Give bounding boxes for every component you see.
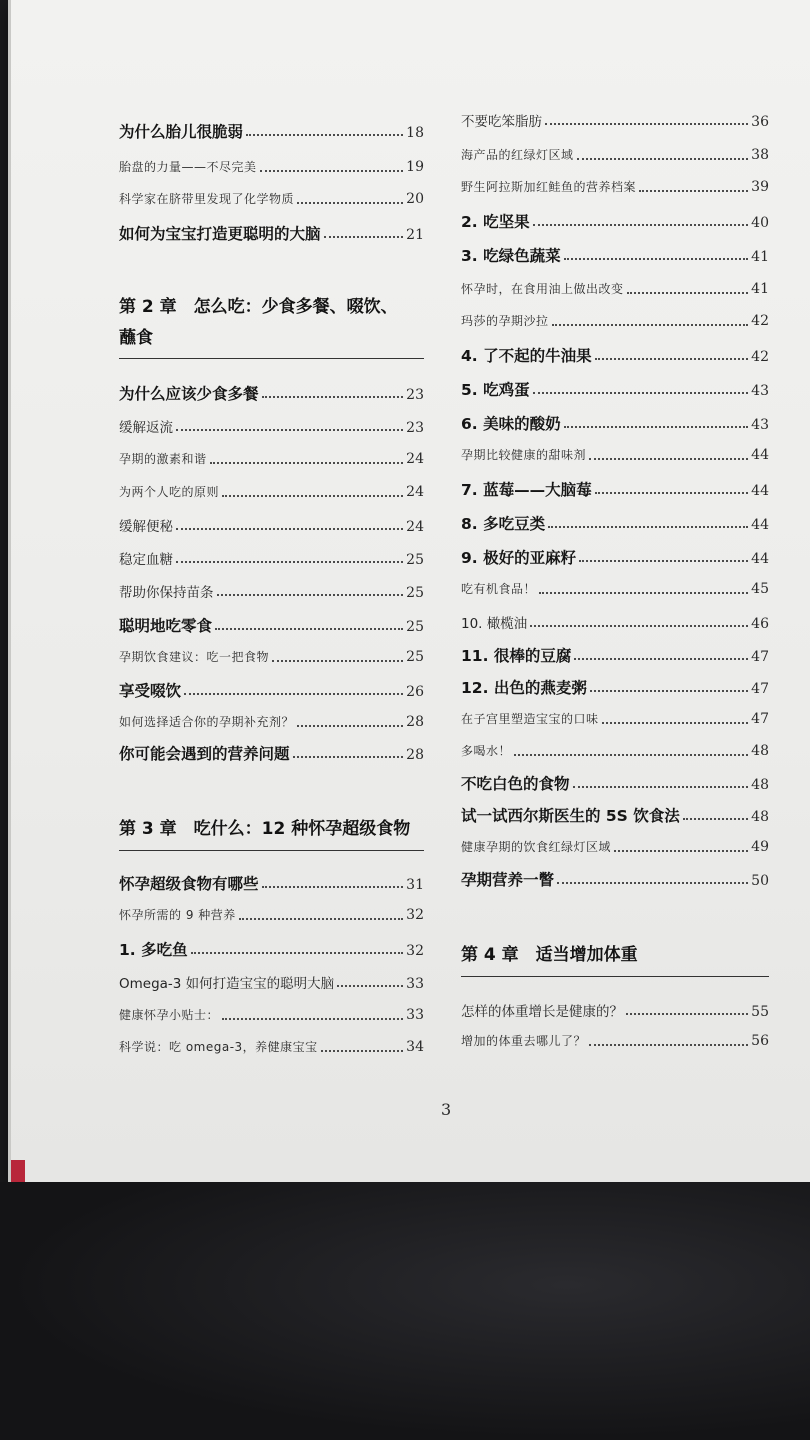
- chapter-rule: [461, 976, 769, 977]
- entry-page: 28: [406, 747, 424, 763]
- entry-page: 55: [751, 1004, 769, 1020]
- dot-leader: [573, 786, 749, 788]
- dot-leader: [530, 625, 748, 627]
- entry-title: 玛莎的孕期沙拉: [461, 314, 549, 328]
- entry-page: 43: [751, 383, 769, 399]
- toc-entry[interactable]: [119, 515, 424, 535]
- toc-entry[interactable]: [461, 644, 769, 666]
- dot-leader: [297, 202, 403, 204]
- entry-title: 孕期饮食建议：吃一把食物: [119, 650, 270, 664]
- toc-entry[interactable]: [461, 710, 769, 727]
- entry-page: 23: [406, 387, 424, 403]
- toc-entry[interactable]: [119, 416, 424, 436]
- chapter-rule: [119, 358, 424, 359]
- entry-title: 孕期的激素和谐: [119, 452, 207, 466]
- page-number: 3: [441, 1100, 452, 1119]
- dot-leader: [324, 236, 404, 238]
- dot-leader: [548, 526, 748, 528]
- entry-title: 怀孕超级食物有哪些: [119, 875, 259, 893]
- entry-title: 为什么应该少食多餐: [119, 385, 259, 403]
- chapter-4-heading[interactable]: [461, 940, 769, 971]
- entry-page: 32: [406, 943, 424, 959]
- dot-leader: [272, 660, 403, 662]
- entry-title: 孕期比较健康的甜味剂: [461, 448, 587, 462]
- dot-leader: [246, 134, 403, 136]
- entry-title: 缓解便秘: [119, 519, 173, 535]
- dot-leader: [260, 170, 404, 172]
- entry-page: 24: [406, 519, 424, 535]
- entry-page: 39: [751, 179, 769, 195]
- entry-title: 为什么胎儿很脆弱: [119, 123, 244, 141]
- toc-entry[interactable]: [461, 344, 769, 366]
- entry-title: 野生阿拉斯加红鲑鱼的营养档案: [461, 180, 637, 194]
- entry-title: 不要吃笨脂肪: [461, 114, 542, 130]
- entry-page: 21: [406, 227, 424, 243]
- toc-entry[interactable]: [119, 483, 424, 500]
- entry-title: 1. 多吃鱼: [119, 941, 188, 959]
- entry-page: 47: [751, 681, 769, 697]
- chapter-4-title: 第 4 章 适当增加体重: [461, 945, 638, 965]
- toc-entry[interactable]: [119, 382, 424, 404]
- entry-page: 50: [751, 873, 769, 889]
- dot-leader: [602, 722, 749, 724]
- entry-page: 47: [751, 711, 769, 727]
- entry-title: 如何为宝宝打造更聪明的大脑: [119, 225, 321, 243]
- entry-title: 吃有机食品！: [461, 582, 537, 596]
- entry-page: 25: [406, 585, 424, 601]
- entry-page: 31: [406, 877, 424, 893]
- entry-title: 2. 吃坚果: [461, 213, 530, 231]
- dot-leader: [539, 592, 748, 594]
- toc-entry[interactable]: [119, 190, 424, 207]
- entry-title: 为两个人吃的原则: [119, 485, 220, 499]
- dot-leader: [683, 818, 748, 820]
- dot-leader: [176, 561, 403, 563]
- dot-leader: [552, 324, 749, 326]
- entry-title: 缓解返流: [119, 420, 173, 436]
- dot-leader: [579, 560, 748, 562]
- entry-page: 24: [406, 484, 424, 500]
- dot-leader: [533, 224, 749, 226]
- toc-entry[interactable]: [461, 612, 769, 632]
- entry-title: 聪明地吃零食: [119, 617, 213, 635]
- toc-entry[interactable]: [119, 742, 424, 764]
- entry-page: 33: [406, 976, 424, 992]
- toc-entry[interactable]: [119, 450, 424, 467]
- dot-leader: [262, 886, 404, 888]
- entry-page: 47: [751, 649, 769, 665]
- entry-page: 41: [751, 249, 769, 265]
- entry-title: 4. 了不起的牛油果: [461, 347, 592, 365]
- entry-page: 41: [751, 281, 769, 297]
- toc-entry[interactable]: [119, 1038, 424, 1055]
- entry-page: 25: [406, 552, 424, 568]
- entry-page: 42: [751, 349, 769, 365]
- dot-leader: [574, 658, 748, 660]
- entry-page: 34: [406, 1039, 424, 1055]
- entry-page: 36: [751, 114, 769, 130]
- toc-entry[interactable]: [461, 478, 769, 500]
- dot-leader: [297, 725, 403, 727]
- dot-leader: [589, 1044, 748, 1046]
- entry-title: 3. 吃绿色蔬菜: [461, 247, 561, 265]
- entry-title: 健康孕期的饮食红绿灯区域: [461, 840, 612, 854]
- entry-title: 孕期营养一瞥: [461, 871, 555, 889]
- toc-entry[interactable]: [461, 146, 769, 163]
- entry-title: 稳定血糖: [119, 552, 173, 568]
- entry-page: 26: [406, 684, 424, 700]
- entry-page: 44: [751, 447, 769, 463]
- desk-background: [0, 1182, 810, 1440]
- toc-entry[interactable]: [461, 676, 769, 698]
- entry-title: 健康怀孕小贴士：: [119, 1008, 220, 1022]
- dot-leader: [533, 392, 749, 394]
- entry-title: 8. 多吃豆类: [461, 515, 546, 533]
- chapter-rule: [119, 850, 424, 851]
- chapter-3-heading[interactable]: [119, 814, 424, 845]
- toc-entry[interactable]: [119, 713, 424, 730]
- dot-leader: [176, 429, 403, 431]
- dot-leader: [564, 426, 749, 428]
- dot-leader: [215, 628, 403, 630]
- entry-page: 38: [751, 147, 769, 163]
- entry-page: 44: [751, 517, 769, 533]
- toc-entry[interactable]: [461, 378, 769, 400]
- toc-entry[interactable]: [119, 972, 424, 992]
- entry-title: 不吃白色的食物: [461, 775, 570, 793]
- dot-leader: [514, 754, 748, 756]
- entry-title: 怀孕所需的 9 种营养: [119, 908, 236, 922]
- dot-leader: [639, 190, 748, 192]
- toc-entry[interactable]: [461, 772, 769, 794]
- entry-title: 你可能会遇到的营养问题: [119, 745, 290, 763]
- entry-page: 48: [751, 777, 769, 793]
- dot-leader: [545, 123, 748, 125]
- toc-entry[interactable]: [461, 178, 769, 195]
- entry-page: 42: [751, 313, 769, 329]
- entry-title: 怀孕时，在食用油上做出改变: [461, 282, 624, 296]
- entry-page: 44: [751, 551, 769, 567]
- toc-entry[interactable]: [119, 120, 424, 142]
- book-page: [8, 0, 810, 1182]
- dot-leader: [222, 1018, 403, 1020]
- dot-leader: [614, 850, 748, 852]
- entry-page: 45: [751, 581, 769, 597]
- dot-leader: [191, 952, 404, 954]
- dot-leader: [590, 690, 748, 692]
- dot-leader: [293, 756, 404, 758]
- toc-entry[interactable]: [461, 804, 769, 826]
- chapter-2-title-line2: 蘸食: [119, 328, 153, 348]
- entry-page: 46: [751, 616, 769, 632]
- entry-page: 40: [751, 215, 769, 231]
- toc-entry[interactable]: [461, 446, 769, 463]
- entry-title: 增加的体重去哪儿了？: [461, 1034, 587, 1048]
- dot-leader: [626, 1013, 748, 1015]
- chapter-3-title: 第 3 章 吃什么：12 种怀孕超级食物: [119, 819, 411, 839]
- entry-page: 25: [406, 619, 424, 635]
- dot-leader: [262, 396, 404, 398]
- toc-entry[interactable]: [461, 110, 769, 130]
- toc-entry[interactable]: [119, 548, 424, 568]
- toc-entry[interactable]: [461, 512, 769, 534]
- entry-title: 科学家在脐带里发现了化学物质: [119, 192, 295, 206]
- dot-leader: [589, 458, 748, 460]
- toc-entry[interactable]: [119, 1006, 424, 1023]
- entry-page: 56: [751, 1033, 769, 1049]
- dot-leader: [222, 495, 403, 497]
- toc-entry[interactable]: [119, 614, 424, 636]
- dot-leader: [337, 985, 403, 987]
- dot-leader: [627, 292, 749, 294]
- entry-page: 20: [406, 191, 424, 207]
- toc-entry[interactable]: [461, 280, 769, 297]
- dot-leader: [577, 158, 749, 160]
- entry-page: 49: [751, 839, 769, 855]
- chapter-2-title-line1: 第 2 章 怎么吃：少食多餐、啜饮、: [119, 297, 398, 317]
- entry-page: 48: [751, 809, 769, 825]
- entry-title: 享受啜饮: [119, 682, 182, 700]
- entry-title: 9. 极好的亚麻籽: [461, 549, 577, 567]
- entry-page: 33: [406, 1007, 424, 1023]
- toc-entry[interactable]: [461, 1032, 769, 1049]
- dot-leader: [557, 882, 748, 884]
- entry-title: 多喝水！: [461, 744, 512, 758]
- dot-leader: [564, 258, 749, 260]
- toc-entry[interactable]: [461, 312, 769, 329]
- toc-entry[interactable]: [461, 868, 769, 890]
- toc-entry[interactable]: [461, 1000, 769, 1020]
- dot-leader: [239, 918, 403, 920]
- toc-entry[interactable]: [461, 742, 769, 759]
- entry-title: 6. 美味的酸奶: [461, 415, 561, 433]
- entry-title: 怎样的体重增长是健康的？: [461, 1004, 623, 1020]
- toc-entry[interactable]: [461, 546, 769, 568]
- dot-leader: [217, 594, 404, 596]
- entry-title: 在子宫里塑造宝宝的口味: [461, 712, 599, 726]
- toc-entry[interactable]: [119, 906, 424, 923]
- dot-leader: [595, 492, 749, 494]
- entry-title: 5. 吃鸡蛋: [461, 381, 530, 399]
- toc-entry[interactable]: [461, 412, 769, 434]
- toc-entry[interactable]: [119, 158, 424, 175]
- entry-title: 11. 很棒的豆腐: [461, 647, 572, 665]
- entry-title: Omega-3 如何打造宝宝的聪明大脑: [119, 976, 335, 992]
- entry-title: 试一试西尔斯医生的 5S 饮食法: [461, 807, 680, 825]
- chapter-2-heading[interactable]: [119, 292, 424, 354]
- toc-entry[interactable]: [461, 244, 769, 266]
- dot-leader: [321, 1050, 404, 1052]
- entry-title: 12. 出色的燕麦粥: [461, 679, 587, 697]
- entry-page: 43: [751, 417, 769, 433]
- toc-entry[interactable]: [119, 581, 424, 601]
- entry-page: 18: [406, 125, 424, 141]
- entry-page: 48: [751, 743, 769, 759]
- toc-entry[interactable]: [119, 648, 424, 665]
- toc-entry[interactable]: [461, 838, 769, 855]
- entry-title: 如何选择适合你的孕期补充剂？: [119, 715, 295, 729]
- entry-title: 科学说：吃 omega-3，养健康宝宝: [119, 1040, 318, 1054]
- dot-leader: [595, 358, 749, 360]
- entry-page: 32: [406, 907, 424, 923]
- dot-leader: [210, 462, 404, 464]
- entry-page: 28: [406, 714, 424, 730]
- dot-leader: [176, 528, 403, 530]
- dot-leader: [184, 693, 403, 695]
- toc-entry[interactable]: [119, 679, 424, 701]
- entry-page: 24: [406, 451, 424, 467]
- entry-title: 10. 橄榄油: [461, 616, 528, 632]
- toc-entry[interactable]: [461, 580, 769, 597]
- entry-title: 海产品的红绿灯区域: [461, 148, 574, 162]
- toc-entry[interactable]: [119, 872, 424, 894]
- toc-entry[interactable]: [461, 210, 769, 232]
- toc-entry[interactable]: [119, 938, 424, 960]
- entry-page: 25: [406, 649, 424, 665]
- entry-page: 23: [406, 420, 424, 436]
- toc-entry[interactable]: [119, 222, 424, 244]
- entry-title: 帮助你保持苗条: [119, 585, 214, 601]
- entry-title: 7. 蓝莓——大脑莓: [461, 481, 592, 499]
- entry-title: 胎盘的力量——不尽完美: [119, 160, 257, 174]
- entry-page: 44: [751, 483, 769, 499]
- entry-page: 19: [406, 159, 424, 175]
